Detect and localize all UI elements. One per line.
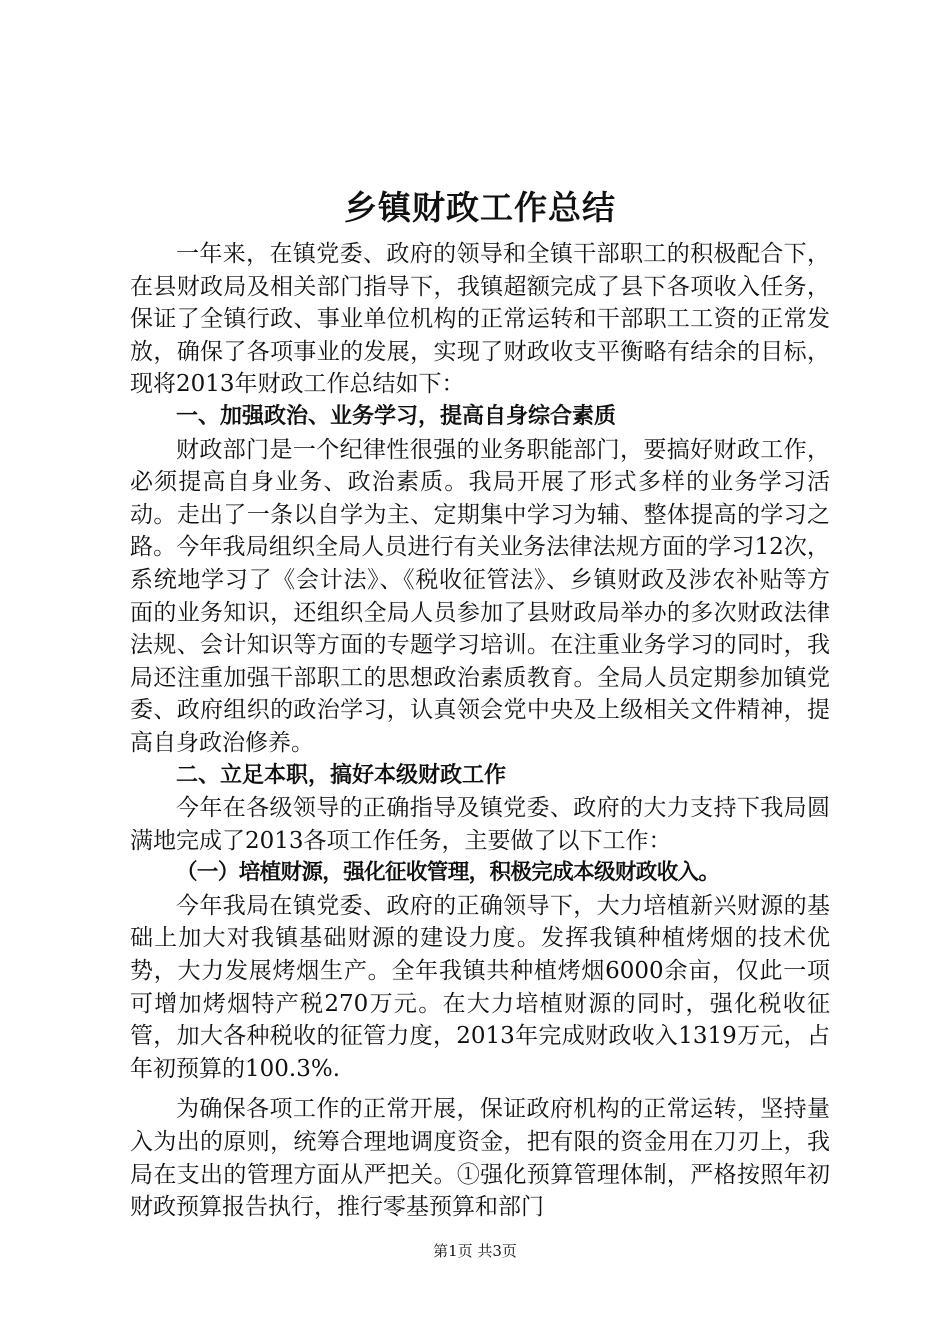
- paragraph-gap: [130, 1085, 830, 1093]
- intro-paragraph: 一年来，在镇党委、政府的领导和全镇干部职工的积极配合下，在县财政局及相关部门指导下，我镇超额完成了县下各项收入任务，保证了全镇行政、事业单位机构的正常运转和干部职工工资的正常发放，确保了各项事业的发展，实现了财政收支平衡略有结余的目标，现将2013年财政工作总结如下：: [130, 241, 830, 398]
- subsection-1-paragraph-2: 为确保各项工作的正常开展，保证政府机构的正常运转，坚持量入为出的原则，统筹合理地调度资金，把有限的资金用在刀刃上，我局在支出的管理方面从严把关。①强化预算管理体制，严格按照年初财政预算报告执行，推行零基预算和部门: [130, 1096, 830, 1221]
- page-footer: 第1页 共3页: [433, 1242, 517, 1260]
- section-1-paragraph: 财政部门是一个纪律性很强的业务职能部门，要搞好财政工作，必须提高自身业务、政治素质。我局开展了形式多样的业务学习活动。走出了一条以自学为主、定期集中学习为辅、整体提高的学习之路。今年我局组织全局人员进行有关业务法律法规方面的学习12次，系统地学习了《会计法》、《税收征管法》、乡镇财政及涉农补贴等方面的业务知识，还组织全局人员参加了县财政局举办的多次财政法律法规、会计知识等方面的专题学习培训。在注重业务学习的同时，我局还注重加强干部职工的思想政治素质教育。全局人员定期参加镇党委、政府组织的政治学习，认真领会党中央及上级相关文件精神，提高自身政治修养。: [130, 436, 830, 756]
- document-body: [130, 182, 830, 1224]
- subsection-1-heading: （一）培植财源，强化征收管理，积极完成本级财政收入。: [176, 860, 720, 886]
- section-2-heading: 二、立足本职，搞好本级财政工作: [176, 762, 507, 788]
- section-1-heading: 一、加强政治、业务学习，提高自身综合素质: [176, 403, 617, 429]
- section-2-paragraph: 今年在各级领导的正确指导及镇党委、政府的大力支持下我局圆满地完成了2013各项工作任务，主要做了以下工作：: [130, 795, 830, 854]
- document-title: 乡镇财政工作总结: [344, 188, 616, 227]
- subsection-1-paragraph: 今年我局在镇党委、政府的正确领导下，大力培植新兴财源的基础上加大对我镇基础财源的建设力度。发挥我镇种植烤烟的技术优势，大力发展烤烟生产。全年我镇共种植烤烟6000余亩，仅此一项可增加烤烟特产税270万元。在大力培植财源的同时，强化税收征管，加大各种税收的征管力度，2013年完成财政收入1319万元，占年初预算的100.3%.: [130, 892, 830, 1082]
